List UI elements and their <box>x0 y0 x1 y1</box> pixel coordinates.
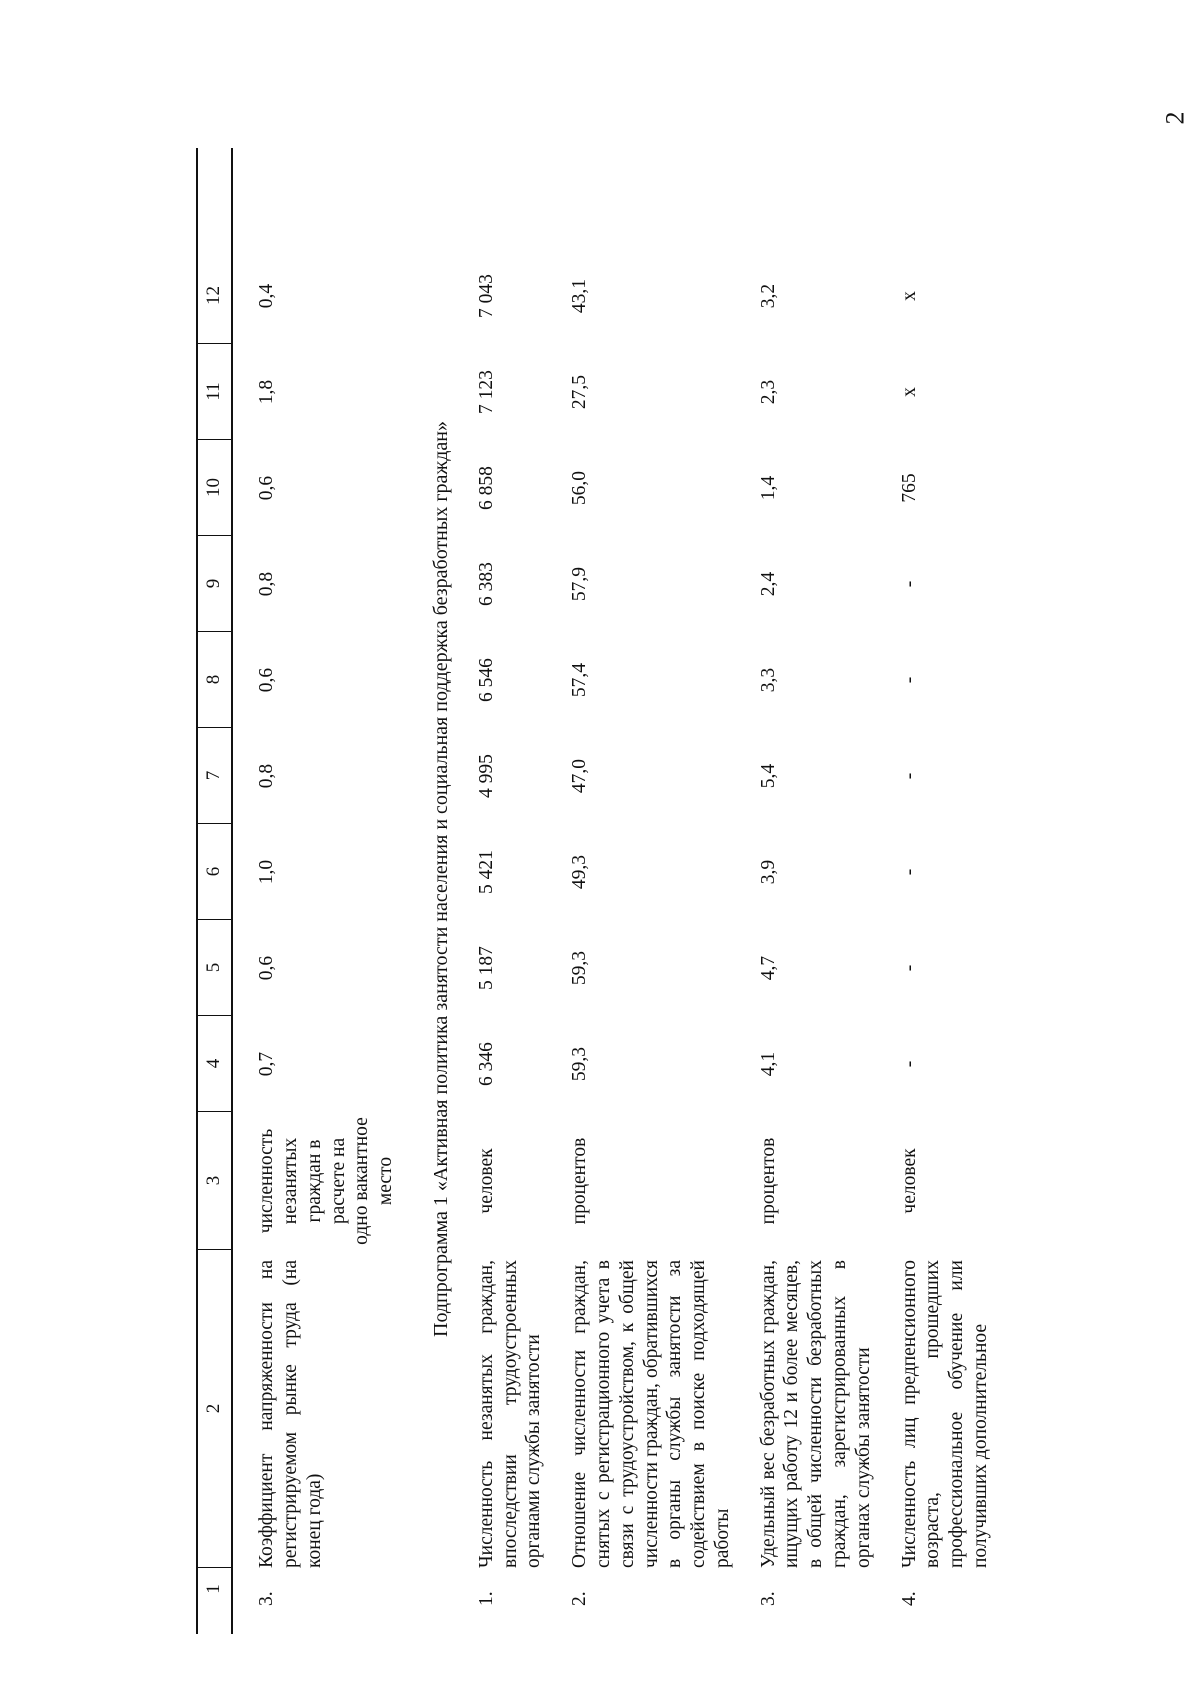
value-cell: 0,8 <box>256 763 278 789</box>
value-cell: 6 546 <box>475 658 497 702</box>
value-cell: 59,3 <box>569 950 591 986</box>
value-cell: 0,4 <box>256 283 278 309</box>
value-cell: 0,6 <box>256 667 278 693</box>
value-cell: 0,7 <box>256 1051 278 1077</box>
column-header: 7 <box>198 728 231 824</box>
column-header: 8 <box>198 632 231 728</box>
rotated-table-block <box>196 100 996 1610</box>
indicator-name: Отношение численности граждан, снятых с регистрационного учета в связи с трудоустройством, к общей численности граждан, обратившихся в органы службы занятости за содействием в поиске подходящей работы <box>569 1260 733 1568</box>
table-row <box>757 148 876 1610</box>
value-cell: 1,4 <box>757 475 779 501</box>
value-cell: x <box>898 291 920 301</box>
value-cell: - <box>898 1060 920 1068</box>
value-cell: 3,9 <box>757 859 779 885</box>
value-cell: 7 123 <box>475 370 497 414</box>
value-cell: 2,4 <box>757 571 779 597</box>
value-cell: 4 995 <box>475 754 497 798</box>
table-row <box>568 148 734 1610</box>
indicator-name: Коэффициент напряженности на регистрируемом рынке труда (на конец года) <box>256 1260 325 1568</box>
value-cell: 47,0 <box>569 758 591 794</box>
unit-of-measure: человек <box>475 1148 497 1214</box>
unit-of-measure: процентов <box>757 1137 779 1225</box>
value-cell: 4,7 <box>757 955 779 981</box>
value-cell: 3,3 <box>757 667 779 693</box>
unit-of-measure: процентов <box>569 1137 591 1225</box>
row-number: 3. <box>256 1591 278 1606</box>
value-cell: 0,6 <box>256 475 278 501</box>
indicator-name: Численность незанятых граждан, впоследствии трудоустроенных органами службы занятости <box>475 1260 545 1568</box>
value-cell: 56,0 <box>569 470 591 506</box>
column-header: 11 <box>198 344 231 440</box>
value-cell: 6 346 <box>475 1042 497 1086</box>
value-cell: 2,3 <box>757 379 779 405</box>
value-cell: - <box>898 580 920 588</box>
value-cell: 7 043 <box>475 274 497 318</box>
value-cell: - <box>898 676 920 684</box>
value-cell: 1,0 <box>256 859 278 885</box>
column-header: 10 <box>198 440 231 536</box>
row-number: 1. <box>475 1591 497 1606</box>
unit-of-measure: численность незанятых граждан в расчете на одно вакантное место <box>256 1117 397 1245</box>
column-header: 2 <box>198 1250 231 1568</box>
value-cell: - <box>898 964 920 972</box>
column-header: 6 <box>198 824 231 920</box>
value-cell: 57,4 <box>569 662 591 698</box>
table-header <box>196 148 233 1634</box>
unit-of-measure: человек <box>898 1148 920 1214</box>
row-number: 3. <box>757 1591 779 1606</box>
value-cell: 0,8 <box>256 571 278 597</box>
table-row <box>255 148 398 1610</box>
row-number: 2. <box>569 1591 591 1606</box>
value-cell: 57,9 <box>569 566 591 602</box>
value-cell: 59,3 <box>569 1046 591 1082</box>
indicator-name: Численность лиц предпенсионного возраста, прошедших профессиональное обучение или получивших дополнительное <box>898 1260 991 1568</box>
value-cell: 5,4 <box>757 763 779 789</box>
value-cell: 4,1 <box>757 1051 779 1077</box>
page-number: 2 <box>1160 111 1190 125</box>
value-cell: 43,1 <box>569 278 591 314</box>
value-cell: 6 858 <box>475 466 497 510</box>
column-header: 9 <box>198 536 231 632</box>
table-row <box>475 148 546 1610</box>
subprogram-title: Подпрограмма 1 «Активная политика занятости населения и социальная поддержка безработных граждан» <box>429 421 452 1337</box>
value-cell: 5 187 <box>475 946 497 990</box>
column-header: 4 <box>198 1016 231 1112</box>
value-cell: - <box>898 868 920 876</box>
column-header: 1 <box>203 1584 224 1594</box>
value-cell: 5 421 <box>475 850 497 894</box>
column-header: 3 <box>198 1112 231 1250</box>
value-cell: 27,5 <box>569 374 591 410</box>
value-cell: 49,3 <box>569 854 591 890</box>
value-cell: 0,6 <box>256 955 278 981</box>
row-number: 4. <box>898 1591 920 1606</box>
column-header: 12 <box>198 248 231 344</box>
value-cell: 765 <box>898 473 920 503</box>
column-header: 5 <box>198 920 231 1016</box>
value-cell: 3,2 <box>757 283 779 309</box>
value-cell: - <box>898 772 920 780</box>
value-cell: 6 383 <box>475 562 497 606</box>
value-cell: x <box>898 387 920 397</box>
table-row <box>898 148 993 1610</box>
indicator-name: Удельный вес безработных граждан, ищущих работу 12 и более месяцев, в общей численности безработных граждан, зарегистрированных в органах службы занятости <box>757 1260 874 1568</box>
value-cell: 1,8 <box>256 379 278 405</box>
